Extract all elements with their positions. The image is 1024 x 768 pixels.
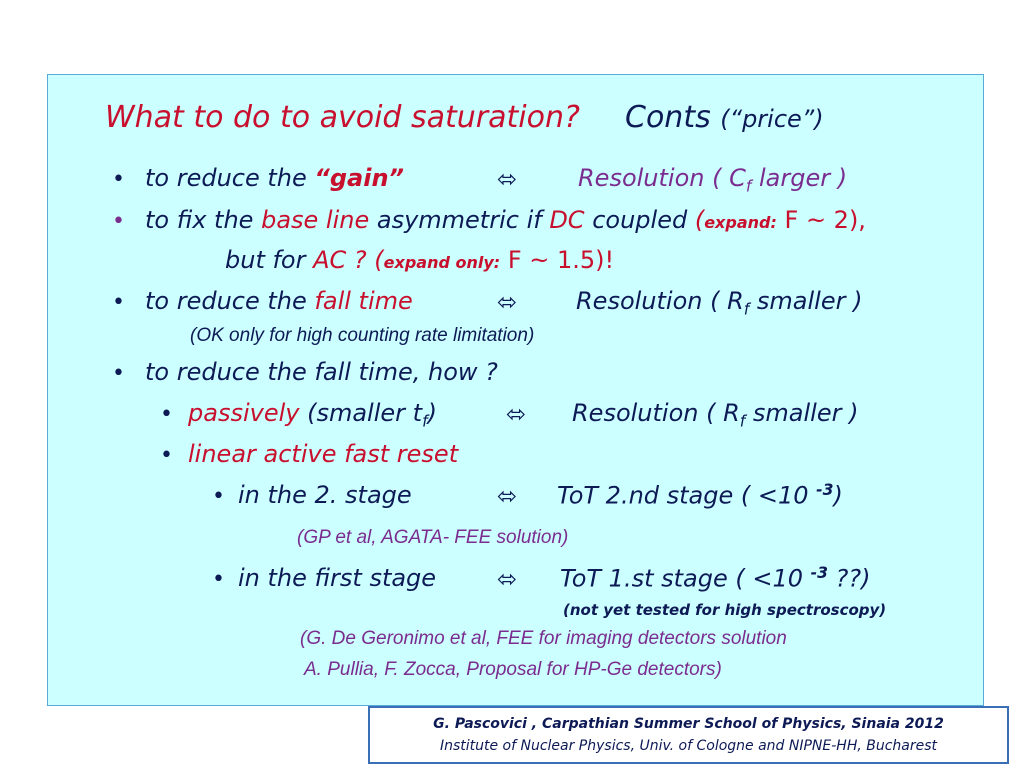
tot-2nd-stage: ToT 2.nd stage ( <10	[557, 481, 817, 510]
subsub-bullet-1-tot	[557, 481, 843, 510]
resolution-4: Resolution ( R	[572, 399, 740, 427]
paren-1: (	[694, 206, 705, 234]
resolution-1: Resolution ( C	[578, 164, 746, 192]
sub-bullet-1	[188, 399, 437, 430]
ref-line-1: (G. De Geronimo et al, FEE for imaging detectors solution	[300, 628, 787, 649]
arrow-6-icon: ⬄	[497, 565, 518, 593]
close-paren-4: )	[427, 399, 437, 427]
dc-text: DC	[549, 206, 585, 234]
sub-f-4: f	[422, 412, 428, 431]
bullet-2-continuation	[225, 246, 614, 274]
bullet-3-dot: •	[112, 290, 125, 315]
subsub-bullet-2-dot: •	[212, 567, 225, 592]
subsub-bullet-1: in the 2. stage	[238, 481, 412, 509]
sub-bullet-1-dot: •	[160, 402, 173, 427]
bullet-1-resolution	[578, 164, 847, 195]
bullet-3-pre: to reduce the	[145, 287, 315, 315]
agata-note: (GP et al, AGATA- FEE solution)	[297, 527, 569, 548]
sub-f-1: f	[745, 177, 752, 196]
base-line-text: base line	[261, 206, 370, 234]
sub-f-5: f	[739, 412, 746, 431]
expand-only-f: F ~ 1.5)!	[500, 246, 615, 274]
title-conts: Conts	[625, 100, 711, 135]
expand-label: expand:	[704, 213, 777, 232]
sup-2: -3	[810, 564, 828, 582]
bullet-2-mid: asymmetric if	[369, 206, 550, 234]
sub-bullet-2: linear active fast reset	[188, 440, 459, 468]
bullet-4: to reduce the fall time, how ?	[145, 358, 498, 386]
bullet-3	[145, 287, 413, 315]
footer-author: G. Pascovici , Carpathian Summer School of Physics, Sinaia 2012	[433, 716, 944, 732]
footer-institute: Institute of Nuclear Physics, Univ. of Cologne and NIPNE-HH, Bucharest	[439, 738, 938, 754]
larger-1: larger )	[751, 164, 848, 192]
close-paren-6: ??)	[827, 564, 871, 593]
bullet-1	[145, 164, 404, 192]
ac-text: AC ?	[313, 246, 367, 274]
gain-text: “gain”	[314, 164, 405, 192]
bullet-3-note: (OK only for high counting rate limitation)	[190, 325, 535, 346]
arrow-5-icon: ⬄	[497, 482, 518, 510]
passively-text: passively	[188, 399, 300, 427]
subsub-bullet-1-dot: •	[212, 484, 225, 509]
expand-only-label: expand only:	[383, 253, 501, 272]
smaller-4: smaller )	[745, 399, 859, 427]
coupled-text: coupled	[584, 206, 695, 234]
title-price: (“price”)	[720, 105, 824, 133]
arrow-4-icon: ⬄	[506, 400, 527, 428]
bullet-2	[145, 206, 866, 234]
subsub-bullet-2-tot	[560, 564, 870, 593]
bullet-1-dot: •	[112, 167, 125, 192]
ref-line-2: A. Pullia, F. Zocca, Proposal for HP-Ge detectors)	[304, 659, 722, 680]
sup-1: -3	[816, 481, 834, 499]
smaller-tf-text: (smaller t	[299, 399, 423, 427]
title-question: What to do to avoid saturation?	[105, 100, 580, 135]
but-for-text: but for	[225, 246, 314, 274]
bullet-1-pre: to reduce the	[145, 164, 315, 192]
close-paren-5: )	[833, 481, 843, 510]
smaller-3: smaller )	[749, 287, 863, 315]
bullet-2-pre: to fix the	[145, 206, 262, 234]
sub-bullet-2-dot: •	[160, 443, 173, 468]
arrow-3-icon: ⬄	[497, 288, 518, 316]
expand-f: F ~ 2),	[776, 206, 866, 234]
fall-time-text: fall time	[314, 287, 413, 315]
bullet-3-resolution	[576, 287, 862, 318]
bullet-2-dot: •	[112, 209, 125, 234]
slide-title	[105, 100, 824, 135]
sub-bullet-1-resolution	[572, 399, 858, 430]
paren-2: (	[366, 246, 384, 274]
resolution-3: Resolution ( R	[576, 287, 744, 315]
tot-1st-stage: ToT 1.st stage ( <10	[560, 564, 811, 593]
subsub-bullet-2: in the first stage	[238, 564, 437, 592]
bullet-4-dot: •	[112, 361, 125, 386]
not-tested-note: (not yet tested for high spectroscopy)	[563, 601, 887, 619]
arrow-1-icon: ⬄	[497, 165, 518, 193]
footer-box	[368, 706, 1009, 764]
sub-f-3: f	[743, 300, 750, 319]
